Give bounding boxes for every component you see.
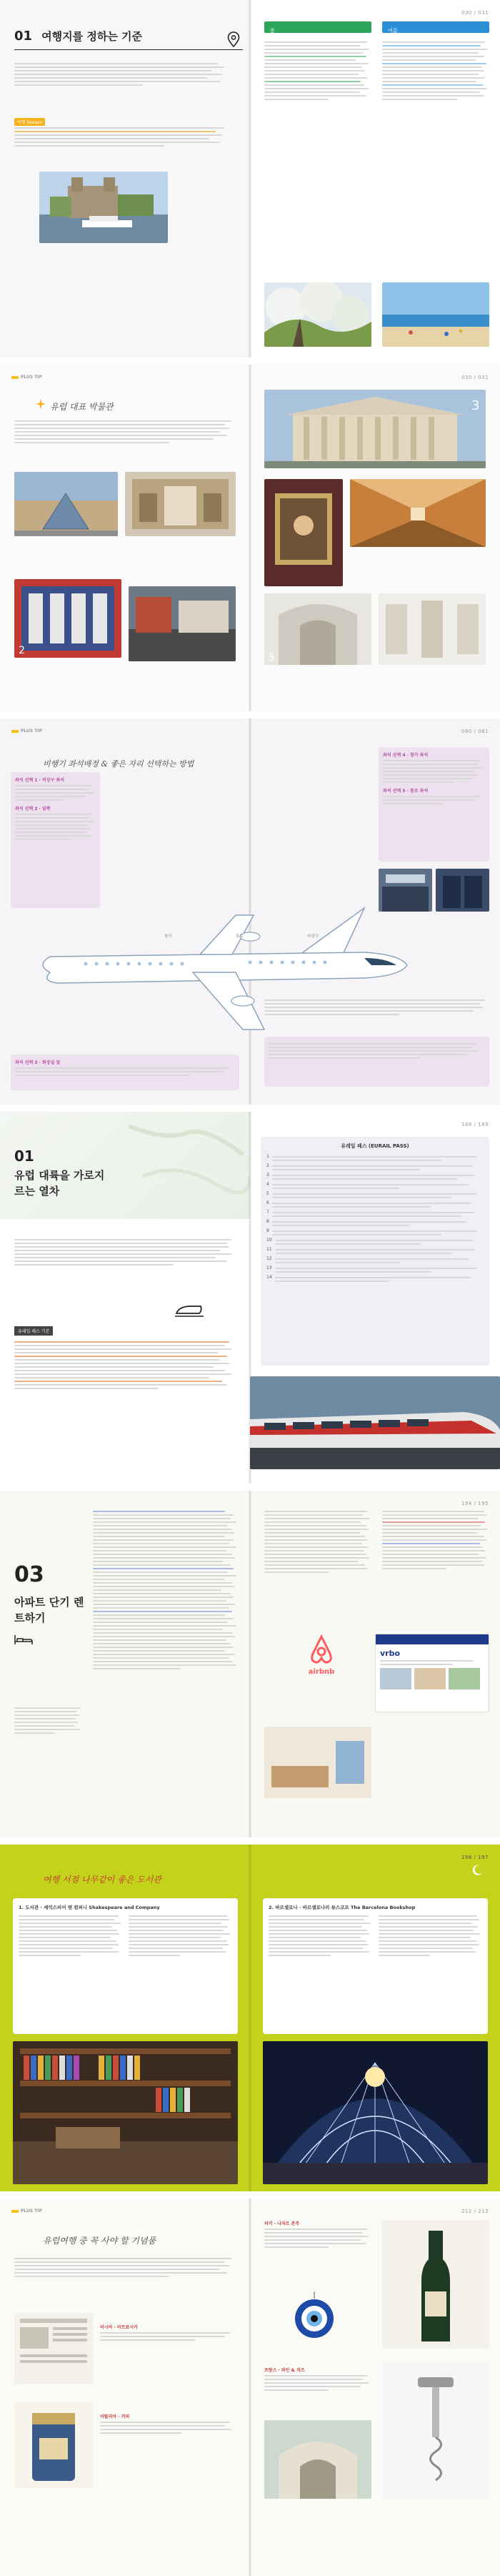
souvenir-item-2 — [100, 2413, 236, 2436]
apartment-photo — [264, 1727, 371, 1798]
photo-number: 2 — [19, 645, 25, 656]
map-texture — [0, 1112, 250, 1219]
seat-photo — [436, 869, 489, 912]
page-number: 196 / 197 — [461, 1855, 489, 1860]
spring-tab: 봄 — [264, 21, 371, 33]
wine-photo — [382, 2220, 489, 2349]
train-icon — [175, 1303, 204, 1318]
left-page — [0, 365, 250, 711]
bookstore-card-2 — [263, 1898, 488, 2034]
pass-item-number: 7 — [266, 1210, 269, 1215]
pass-item-number: 12 — [266, 1256, 272, 1261]
right-page — [250, 1112, 500, 1484]
museum-interior-photo — [379, 593, 486, 665]
right-page — [250, 1845, 500, 2191]
tea-tin-photo — [14, 2402, 93, 2488]
british-museum-photo — [264, 390, 486, 468]
rent-text-column-2 — [264, 1509, 371, 1575]
bookstore-heading: 1. 도서관 · 셰익스피어 앤 컴퍼니 Shakespeare and Company — [19, 1905, 160, 1910]
spread-souvenirs — [0, 2199, 500, 2576]
chapter-number: 01 — [14, 29, 33, 44]
souvenir-item-1 — [100, 2324, 236, 2343]
spread-airplane-seats — [0, 719, 500, 1105]
souvenir-heading: 러시아 · 마트료시카 — [100, 2325, 138, 2330]
page-number: 194 / 195 — [461, 1501, 489, 1506]
plane-label: 통로 — [236, 934, 244, 939]
souvenir-heading: 프랑스 · 와인 & 치즈 — [264, 2368, 305, 2373]
section-title: 비행기 좌석배정 & 좋은 자리 선택하는 방법 — [43, 759, 194, 769]
section-title: 여행 서점 나무같이 좋은 도서관 — [43, 1875, 161, 1885]
sparkle-icon — [36, 399, 46, 409]
right-page — [250, 365, 500, 711]
pass-item-number: 8 — [266, 1219, 269, 1224]
seat-tip-heading: 좌석 선택 1 · 비상구 좌석 — [15, 778, 65, 783]
bed-icon — [14, 1634, 33, 1645]
header-bg — [0, 1112, 250, 1219]
section-title: 유럽 대표 박물관 — [50, 402, 114, 412]
evil-eye-icon — [293, 2291, 336, 2341]
gallery-painting-photo — [264, 479, 343, 586]
souvenir-intro-text — [14, 2256, 236, 2279]
notre-dame-photo — [39, 172, 168, 243]
eurail-pass-box — [261, 1137, 489, 1366]
seat-tip-box-bottom — [11, 1055, 239, 1090]
spread-apartment-rent — [0, 1491, 500, 1837]
right-page — [250, 0, 500, 357]
pass-item-number: 1 — [266, 1154, 269, 1159]
intro-text — [14, 61, 229, 88]
spring-text — [264, 39, 371, 102]
right-page — [250, 2199, 500, 2576]
bookstore-card-1 — [13, 1898, 238, 2034]
chapter-number: 01 — [14, 1148, 34, 1165]
bookstore-interior-photo — [13, 2041, 238, 2184]
spread-bookstores — [0, 1845, 500, 2191]
left-page — [0, 1491, 250, 1837]
page-number: 030 / 031 — [461, 375, 489, 380]
museum-intro-text — [14, 418, 236, 445]
blossom-photo — [264, 282, 371, 347]
seat-tip-heading: 좌석 선택 3 · 화장실 앞 — [15, 1060, 61, 1065]
chapter-header — [14, 29, 243, 50]
vrbo-label: vrbo — [380, 1649, 401, 1658]
pass-item-number: 6 — [266, 1200, 269, 1205]
summer-text — [382, 39, 489, 102]
souvenir-heading: 이탈리아 · 커피 — [100, 2414, 130, 2419]
airbnb-icon — [306, 1634, 337, 1665]
airbnb-label: airbnb — [308, 1668, 335, 1676]
pass-item-number: 4 — [266, 1182, 269, 1187]
tip-label: PLUS TIP — [11, 375, 42, 380]
pass-box-title: 유레일 패스 (EURAIL PASS) — [341, 1143, 409, 1149]
photo-number: 3 — [471, 398, 480, 413]
location-pin-icon — [227, 31, 240, 47]
tip-label: PLUS TIP — [11, 2209, 42, 2214]
section-title: 유럽여행 중 꼭 사야 할 기념품 — [43, 2236, 156, 2246]
chapter-title: 아파트 단기 렌트하기 — [14, 1596, 84, 1624]
site-header — [376, 1634, 489, 1644]
airplane-illustration — [29, 887, 414, 1037]
right-page — [250, 1491, 500, 1837]
page-number: 212 / 213 — [461, 2209, 489, 2214]
louvre-hall-photo — [125, 472, 236, 536]
tip-label: PLUS TIP — [11, 729, 42, 734]
seat-tip-heading: 좌석 선택 2 · 앞쪽 — [15, 806, 51, 811]
seat-tip-box-bottom-right — [264, 1037, 489, 1087]
pass-item-number: 13 — [266, 1265, 272, 1270]
corkscrew-photo — [382, 2363, 489, 2499]
page-number: 080 / 081 — [461, 729, 489, 734]
plane-label: 창가 — [164, 934, 172, 939]
train-photo — [250, 1376, 500, 1469]
chapter-number: 03 — [14, 1562, 44, 1587]
chapter-intro-text — [14, 1705, 82, 1736]
photo-number: 5 — [269, 652, 275, 663]
left-page — [0, 1112, 250, 1484]
spread-season — [0, 0, 500, 357]
seat-tip-heading: 좌석 선택 4 · 창가 좌석 — [383, 753, 429, 758]
souvenir-heading: 터키 · 나자르 본주 — [264, 2221, 300, 2226]
spread-museums — [0, 365, 500, 711]
rent-text-column-1 — [93, 1509, 239, 1672]
museum-photo-street — [129, 586, 236, 661]
train-intro-text — [14, 1237, 236, 1268]
info-label: 유레일 패스 기본 — [14, 1326, 53, 1336]
bookstore-dome-photo — [263, 2041, 488, 2184]
rent-text-column-3 — [382, 1509, 489, 1571]
airbnb-logo — [289, 1634, 354, 1691]
moon-icon — [471, 1865, 483, 1876]
pass-item-number: 9 — [266, 1228, 269, 1233]
monument-photo — [264, 2420, 371, 2499]
seat-tip-box-right — [379, 747, 489, 862]
page-number: 188 / 189 — [461, 1122, 489, 1127]
pass-item-number: 3 — [266, 1173, 269, 1178]
pass-item-number: 11 — [266, 1247, 272, 1252]
pass-item-number: 10 — [266, 1238, 272, 1243]
louvre-pyramid-photo — [14, 472, 118, 536]
left-page — [0, 1845, 250, 2191]
left-page — [0, 0, 250, 357]
summer-tab: 여름 — [382, 21, 489, 33]
chapter-title: 유럽 대륙을 가로지르는 열차 — [14, 1169, 105, 1198]
beach-photo — [382, 282, 489, 347]
spread-trains — [0, 1112, 500, 1484]
vrbo-screenshot — [375, 1634, 489, 1712]
train-info-text — [14, 1339, 236, 1391]
pass-item-number: 5 — [266, 1191, 269, 1196]
museum-photo-2 — [14, 579, 121, 658]
season-badge: 여행 Season — [14, 113, 45, 127]
season-text — [14, 125, 229, 149]
left-page — [0, 2199, 250, 2576]
newspaper-photo — [14, 2313, 93, 2384]
souvenir-item-4 — [264, 2367, 371, 2393]
plane-label: 비상구 — [307, 934, 319, 939]
pass-item-number: 14 — [266, 1275, 272, 1280]
souvenir-item-3 — [264, 2220, 371, 2250]
museum-photo-5 — [264, 593, 371, 665]
corridor-photo — [350, 479, 486, 547]
bookstore-heading: 2. 바르셀로나 · 바르셀로나의 뷰스코프 The Barcelona Bookshop — [269, 1905, 416, 1910]
seat-tip-heading: 좌석 선택 5 · 통로 좌석 — [383, 789, 429, 794]
chapter-title: 여행지를 정하는 기준 — [41, 30, 143, 43]
pass-item-number: 2 — [266, 1163, 269, 1168]
page-number: 030 / 031 — [461, 10, 489, 16]
